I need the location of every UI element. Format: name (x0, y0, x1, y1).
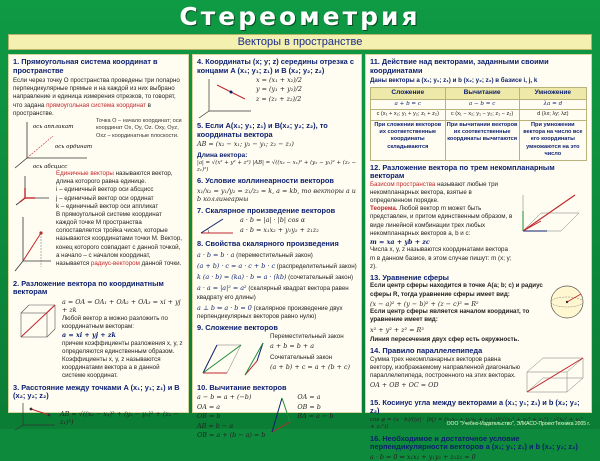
section-title: 14. Правило параллелепипеда (370, 346, 483, 356)
formula: |a| = √(x² + y² + z²) |AB| = √((x₂ − x₁)² + (y₂ − y₁)² + (z₂ − z₁)²) (197, 160, 357, 174)
table-row: c (x₁ + x₂; y₁ + y₂; z₁ + z₂) c (x₁ − x₂; y₁ − y₂; z₁ − z₂) d (λx; λy; λz) (371, 110, 587, 120)
section-title: 3. Расстояние между точками A (x₁; y₁; z₁) и B (x₂; y₂; z₂) (13, 382, 180, 401)
operations-table (370, 87, 587, 160)
section-title: 12. Разложение вектора по трем некомпланарным векторам (370, 162, 555, 181)
parallelepiped-diagram (523, 356, 587, 396)
subtraction-diagram (268, 392, 294, 436)
section-basis (366, 164, 591, 271)
property-row: a ⊥ b ⇔ a · b = 0 (скалярное произведение двух перпендикулярных векторов равно нулю) (197, 303, 343, 320)
section-sphere (366, 274, 591, 344)
distance-diagram (13, 401, 57, 431)
section-subtraction (193, 384, 361, 440)
text: Если через точку O пространства проведены три попарно перпендикулярные прямые и на каждой из них выбрано направление и единица измерения отрезков, то говорят, что задана (13, 77, 180, 109)
axes-diagram (13, 118, 93, 170)
section-title: 15. Косинус угла между векторами a (x₁; y₁; z₁) и b (x₂; y₂; z₂) (370, 397, 580, 416)
highlight-text: радиус-вектором (90, 260, 140, 268)
formula: a · b = 0 ⇔ x₁x₂ + y₁y₂ + z₁z₂ = 0 (370, 452, 476, 461)
property-row: a · a = |a|² = a² (скалярный квадрат вектора равен квадрату его длины) (197, 284, 349, 301)
parallelepiped-row (370, 356, 587, 396)
formula: a + b = b + a (270, 341, 315, 350)
given-text: Даны векторы a (x₁; y₁; z₁) и b (x₂; y₂; z₂) в базисе i, j, k (370, 77, 538, 85)
dot-product-row (197, 215, 357, 237)
formula: BA = a − b (297, 412, 334, 421)
table-header: Умножение (519, 88, 586, 100)
section-title: 4. Координаты (x; y; z) середины отрезка с концами A (x₁; y₁; z₁) и B (x₂; y₂; z₂) (197, 57, 354, 75)
formula: OA + OB + OC = OD (370, 381, 439, 390)
highlight-text: Базисом пространства (370, 180, 436, 188)
section-dot-properties (193, 240, 361, 321)
section-dot-product (193, 207, 361, 238)
section-vector-coords (193, 122, 361, 174)
midpoint-row (197, 75, 357, 119)
column-left (8, 54, 189, 427)
highlight-text: Единичные векторы (56, 169, 114, 177)
formula: (a + b) + c = a + (b + c) (270, 363, 351, 372)
basis-text: Базисом пространства называют любые три некомпланарных вектора, взятые в определенном порядке. Теорема. Любой вектор m может быть представлен, и притом единственным образом, в виде линейной комбинации трех любых некомпланарных векторов a, b и c: m = xa + yb + zc Числа x, y, z называются координатами вектора m в данном базисе, в этом случае пишут: m (x; y; z). (370, 180, 513, 270)
column-middle (192, 54, 362, 439)
subtitle-bar: Векторы в пространстве (8, 34, 592, 50)
unit-vectors-row (13, 170, 184, 211)
subtraction-formulas (197, 392, 265, 439)
formula: OB = a + (b − a) = b (197, 430, 266, 439)
formula: (x − a)² + (y − b)² + (z − c)² = R² (370, 299, 479, 308)
footer-credit: ООО "Учебно-Издательство", ЭЛКАСО-ПроектТехника 2005 г. (446, 421, 590, 427)
table-row: a + b = c a − b = c λa = d (371, 99, 587, 109)
parallelepiped-text: Сумма трех некомпланарных векторов равна вектору, изображаемому направленной диагональю параллелепипеда, построенного на этих векторах. OA + OB + OC = OD (370, 355, 521, 390)
text: Любой вектор a можно разложить по координатным векторам: (62, 314, 168, 331)
point-coordinates-row (13, 211, 184, 277)
list-item: k – единичный вектор оси аппликат (56, 202, 159, 210)
section-text (13, 77, 184, 118)
section-title: 7. Скалярное произведение векторов (197, 205, 336, 215)
formula: AB = √((x₂ − x₁)² + (y₂ − y₁)² + (z₂ − z₁)²) (60, 409, 179, 427)
section-collinearity (193, 177, 361, 203)
formula: x = (x₁ + x₂)/2 (256, 76, 302, 85)
text: причем коэффициенты разложения x, y, z определяются единственным образом. (62, 339, 183, 355)
axes-note: Точка O – начало координат; оси координат Ox, Oy, Oz. Oxy, Oyz, Oxz – координатные плоскости. (96, 117, 182, 139)
text: в пространстве. (13, 101, 151, 117)
unit-vectors-text (56, 170, 184, 211)
section-title: 5. Если A(x₁; y₁; z₁) и B(x₂; y₂; z₂), то координаты вектора (197, 121, 328, 139)
formula: x₁/x₂ = y₁/y₂ = z₁/z₂ = k, a = kb, то векторы a и b коллинеарны (197, 186, 356, 204)
property-row: (a + b) · c = a · c + b · c (распределительный закон) (197, 261, 357, 270)
basis-diagram (517, 181, 587, 243)
text: В прямоугольной системе координат каждой точке M пространства сопоставляется тройка чисел, которые называются координатами точки M. Вектор, конец которого совпадает с данной точкой, а начало – с началом координат, называется (56, 210, 183, 268)
decomposition-diagram (13, 297, 59, 353)
formula: OA = a (197, 402, 221, 411)
subtraction-formulas-right (297, 392, 333, 420)
formula: y = (y₁ + y₂)/2 (256, 85, 302, 94)
axes-row (13, 118, 184, 170)
point-diagram (13, 211, 53, 277)
section-title: 16. Необходимое и достаточное условие перпендикулярности векторов a (x₁; y₁; z₁) и b (x₂; y₂; z₂) (370, 433, 578, 452)
law-label: Сочетательный закон (270, 354, 333, 362)
formula: AB = b − a (197, 421, 234, 430)
addition-diagram (197, 333, 267, 381)
unit-vectors-diagram (13, 170, 53, 206)
axis-label: ось аппликат (33, 123, 74, 130)
axis-label: ось ординат (55, 143, 93, 150)
text: данной точки. (141, 260, 182, 268)
highlight-text: прямоугольная система координат (46, 101, 146, 109)
formula: x² + y² + z² = R² (370, 325, 424, 334)
formula: m = xa + yb + zc (370, 237, 430, 246)
sphere-diagram (547, 282, 587, 322)
section-title: 13. Уравнение сферы (370, 272, 449, 282)
list-item: j – единичный вектор оси ординат (56, 194, 154, 202)
formula: a = OA = OA₁ + OA₂ + OA₃ = xi + yj + zk (62, 297, 181, 315)
page-title: Стереометрия (179, 2, 421, 31)
formula: AB = (x₂ − x₁; y₂ − y₁; z₂ − z₁) (197, 140, 294, 149)
table-header: Сложение (371, 88, 446, 100)
formula: a · b = |a| · |b| cos α (240, 216, 306, 225)
addition-row (197, 333, 357, 381)
basis-row (370, 181, 587, 271)
formula: z = (z₁ + z₂)/2 (256, 94, 302, 103)
dot-product-formulas (240, 215, 319, 234)
section-coordinate-system (9, 58, 188, 277)
section-title: 11. Действие над векторами, заданными своими координатами (370, 57, 549, 75)
section-coordinate-operations (366, 58, 591, 161)
law-label: Переместительный закон (270, 332, 344, 340)
axis-label: ось абсцисс (33, 163, 68, 170)
section-title: 2. Разложение вектора по координатным векторам (13, 278, 164, 297)
section-title: 6. Условие коллинеарности векторов (197, 176, 334, 186)
sphere-text: Если центр сферы находится в точке A(a; b; c) и радиус сферы R, тогда уравнение сферы имеет вид: (x − a)² + (y − b)² + (z − c)² = R² Если центр сферы является началом координат, то уравнение имеет вид: x² + y² + z² = R² Линия пересечения двух сфер есть окружность. (370, 282, 543, 344)
table-row: При сложении векторов их соответственные координаты складываются При вычитании векторов их соответственные координаты вычитаются При умножении вектора на число все его координаты умножаются на это число (371, 120, 587, 160)
formula: OB = b (297, 402, 321, 411)
text: называются вектор, длина которого равна единице. (56, 169, 173, 186)
section-distance (9, 384, 188, 431)
table-header: Вычитание (445, 88, 519, 100)
dot-product-diagram (197, 215, 237, 237)
section-title: 9. Сложение векторов (197, 323, 278, 333)
section-parallelepiped (366, 347, 591, 396)
midpoint-diagram (197, 75, 253, 119)
midpoint-formulas (256, 75, 302, 103)
section-title: 10. Вычитание векторов (197, 382, 287, 392)
formula: a · b = x₁x₂ + y₁y₂ + z₁z₂ (240, 225, 319, 234)
label: Длина вектора: (197, 151, 248, 159)
section-addition (193, 324, 361, 381)
section-perpendicularity (366, 435, 591, 461)
property-row: k (a · b) = (ka) · b = a · (kb) (сочетательный закон) (197, 273, 354, 282)
point-text (56, 211, 184, 268)
section-decomposition (9, 280, 188, 381)
decomposition-row (13, 297, 184, 381)
formula: a = xi + yj + zk (62, 331, 116, 340)
list-item: i – единичный вектор оси абсцисс (56, 186, 154, 194)
decomposition-text (62, 297, 184, 381)
subtraction-row (197, 392, 357, 439)
formula: cos φ = (a · b)/(|a| · |b|) = (x₁x₂ + y₁y₂ + z₁z₂)/(√(x₁² + y₁² + z₁²) · √(x₂² + y₂² + z₂²)) (370, 416, 583, 431)
formula: a − b = a + (−b) (197, 393, 252, 402)
formula: OA = a (297, 393, 321, 402)
sphere-row (370, 282, 587, 344)
addition-laws (270, 333, 350, 372)
distance-row (13, 401, 184, 431)
property-row: a · b = b · a (переместительный закон) (197, 250, 313, 259)
section-midpoint (193, 58, 361, 119)
section-title: 1. Прямоугольная система координат в пространстве (13, 57, 158, 75)
section-title: 8. Свойства скалярного произведения (197, 239, 339, 249)
highlight-text: Теорема. (370, 205, 398, 213)
formula: OB = b (197, 412, 221, 421)
text: Коэффициенты x, y, z называются координатами вектора a в данной системе координат. (62, 356, 161, 380)
